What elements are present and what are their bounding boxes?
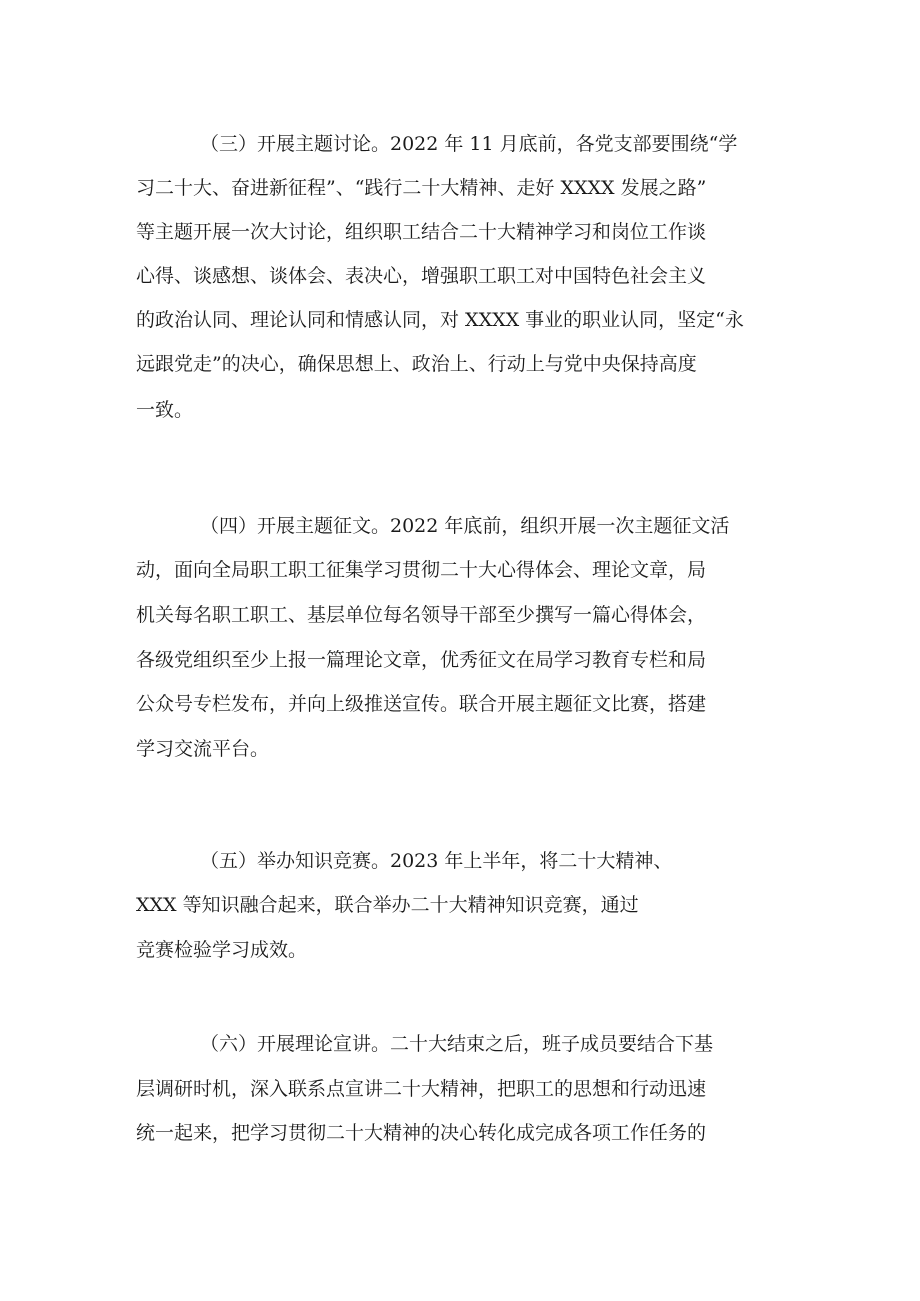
paragraph-3-line-2: 习二十大、奋进新征程”、“践行二十大精神、走好 XXXX 发展之路” [136,177,707,199]
paragraph-3-line-3: 等主题开展一次大讨论，组织职工结合二十大精神学习和岗位工作谈 [136,221,707,243]
paragraph-3-line-1: （三）开展主题讨论。2022 年 11 月底前，各党支部要围绕“学 [200,133,738,155]
paragraph-5-line-1: （五）举办知识竞赛。2023 年上半年，将二十大精神、 [200,850,673,872]
paragraph-3-line-4: 心得、谈感想、谈体会、表决心，增强职工职工对中国特色社会主义 [136,265,707,287]
paragraph-6-line-3: 统一起来，把学习贯彻二十大精神的决心转化成完成各项工作任务的 [136,1122,707,1144]
paragraph-4-line-4: 各级党组织至少上报一篇理论文章，优秀征文在局学习教育专栏和局 [136,649,707,671]
paragraph-3-line-5: 的政治认同、理论认同和情感认同，对 XXXX 事业的职业认同，坚定“永 [136,309,744,331]
paragraph-4-line-5: 公众号专栏发布，并向上级推送宣传。联合开展主题征文比赛，搭建 [136,693,707,715]
paragraph-4-line-2: 动，面向全局职工职工征集学习贯彻二十大心得体会、理论文章，局 [136,559,707,581]
paragraph-3-line-6: 远跟党走”的决心，确保思想上、政治上、行动上与党中央保持高度 [136,353,697,375]
paragraph-3-line-7: 一致。 [136,399,194,421]
paragraph-5-line-2: XXX 等知识融合起来，联合举办二十大精神知识竞赛，通过 [136,894,639,916]
paragraph-4-line-3: 机关每名职工职工、基层单位每名领导干部至少撰写一篇心得体会， [136,604,707,626]
paragraph-5-line-3: 竞赛检验学习成效。 [136,939,308,961]
paragraph-6-line-1: （六）开展理论宣讲。二十大结束之后，班子成员要结合下基 [200,1033,714,1055]
paragraph-4-line-1: （四）开展主题征文。2022 年底前，组织开展一次主题征文活 [200,515,730,537]
paragraph-6-line-2: 层调研时机，深入联系点宣讲二十大精神，把职工的思想和行动迅速 [136,1078,707,1100]
paragraph-4-line-6: 学习交流平台。 [136,738,270,760]
